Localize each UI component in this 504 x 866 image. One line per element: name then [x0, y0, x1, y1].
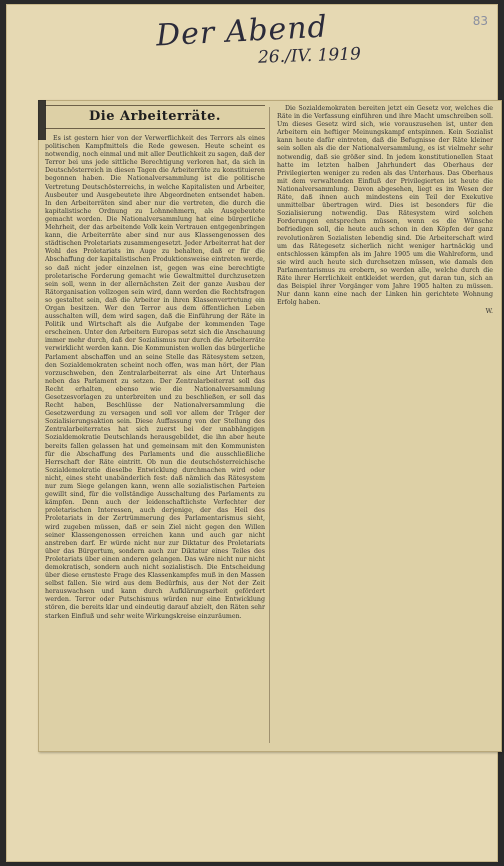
column-divider: [269, 107, 270, 743]
archive-number: 83: [472, 14, 488, 28]
newspaper-clipping: [38, 100, 502, 752]
article-signature: W.: [485, 308, 493, 316]
clip-mark: [38, 100, 46, 140]
handwritten-date: 26./IV. 1919: [257, 44, 362, 68]
article-right-text: Die Sozialdemokraten bereiten jetzt ein Gesetz vor, welches die Räte in die Verfassung einführen und ihre Macht umschreiben soll. Um dieses Gesetz wird sich, wie vorauszusehen ist, unter den Arbeitern ein heftiger Meinungskampf entspinnen. Kein Sozialist kann heute dafür eintreten, daß die Befugnisse der Räte kleiner sein sollen als die der Nationalversammlung, es ist vielmehr sehr notwendig, daß sie größer sind. In jedem konstitutionellen Staat hatte im letzten halben Jahrhundert das Oberhaus der Privilegierten weniger zu reden als das Unterhaus. Das Oberhaus mit dem verwaltenden Einfluß der Privilegierten ist heute die Nationalversammlung. Davon abgesehen, liegt es im Wesen der Räte, daß ihnen auch mindestens ein Teil der Exekutive unmittelbar übertragen wird. Dies ist besonders für die Sozialisierung notwendig. Das Rätesystem wird solchen Forderungen entsprechen müssen, wenn es die Wünsche befriedigen soll, die heute auch schon in den Köpfen der ganz revolutionären Sozialisten lebendig sind. Die Arbeiterschaft wird um das Rätegesetz sicherlich nicht weniger hartnäckig und entschlossen kämpfen als im Jahre 1905 um die Wahlreform, und sie wird auch heute sich durchsetzen müssen, wie damals den Parlamentarismus zu erobern, so werden alle, welche durch die Räte ihrer Herrlichkeit entkleidet werden, gut daran tun, sich an das Beispiel ihrer Vorgänger vom Jahre 1905 halten zu müssen. Nur dann kann eine nach der Linken hin gerichtete Wohnung Erfolg haben.: [277, 105, 493, 307]
article-title: Die Arbeiterräte.: [45, 105, 265, 129]
article-left-text: Es ist gestern hier von der Verwerflichkeit des Terrors als eines politischen Kampfmittels die Rede gewesen. Heute scheint es notwendig, noch einmal und mit aller Deutlichkeit zu sagen, daß der Terror bei uns jede sittliche Berechtigung verloren hat, da sich in Deutschösterreich in diesen Tagen die Arbeiterräte zu konstituieren begonnen haben. Die Nationalversammlung ist die politische Vertretung Deutschösterreichs, in welche Kapitalisten und Arbeiter, Ausbeuter und Ausgebeutete ihre Abgeordneten entsendet haben. In den Arbeiterräten sind aber nur die vertreten, die durch die kapitalistische Ordnung zu Lohnnehmern, als Ausgebeutete gemacht worden. Die Nationalversammlung hat eine bürgerliche Mehrheit, der das arbeitende Volk kein Vertrauen entgegenbringen kann, die Arbeiterräte aber sind nur aus Klassengenossen des städtischen Proletariats zusammengesetzt. Jeder Arbeiterrat hat der Wohl des Proletariats im Auge zu behalten, daß er für die Abschaffung der kapitalistischen Produktionsweise eintreten werde, so daß nicht jeder einzelnen ist, gegen was eine berechtigte proletarische Forderung gemacht wie Gewaltmittel durchzusetzen sein soll, wenn in der allernächsten Zeit der ganze Ausbau der Rätorganisation vollzogen sein wird, dann werden die Rechtsfragen so gestaltet sein, daß die Arbeiter in ihren Klassenvertretung ein Organ besitzen. Wer den Terror aus dem öffentlichen Leben ausschalten will, dem wird sagen, daß die Einführung der Räte in Politik und Wirtschaft als die Aufgabe der kommenden Tage erscheinen. Unter den Arbeitern Europas setzt sich die Anschauung immer mehr durch, daß der Sozialismus nur durch die Arbeiterräte verwirklicht werden kann. Die Kommunisten wollen das bürgerliche Parlament abschaffen und an seine Stelle das Rätesystem setzen, den Sozialdemokraten scheint noch offen, was man hört, der Plan vorzuschweben, den Zentralarbeiterrat als eine Art Unterhaus neben das Parlament zu setzen. Der Zentralarbeiterrat soll das Recht erhalten, ebenso wie die Nationalversammlung Gesetzesvorlagen zu unterbreiten und zu beschließen, er soll das Recht haben, Beschlüsse der Nationalversammlung die Gesetzwerdung zu versagen und soll vor allem der Träger der Sozialisierungsaktion sein. Diese Auffassung von der Stellung des Zentralarbeiterrates hat sich zuerst bei der unabhängigen Sozialdemokratie Deutschlands herausgebildet, die ihn aber heute bereits fallen gelassen hat und gemeinsam mit den Kommunisten für die Abschaffung des Parlaments und die ausschließliche Herrschaft der Räte eintritt. Ob nun die deutschösterreichische Sozialdemokratie dieselbe Entwicklung durchmachen wird oder nicht, eines steht unabänderlich fest: daß nämlich das Rätesystem nur zum Siege gelangen kann, wenn alle sozialistischen Parteien gewillt sind, für die vollständige Ausschaltung des Parlaments zu kämpfen. Denn auch der leidenschaftlichste Verfechter der proletarischen Interessen, auch derjenige, der das Heil des Proletariats in der Zertrümmerung des Parlamentarismus sieht, wird zugeben müssen, daß er sein Ziel nicht gegen den Willen seiner Klassengenossen erreichen kann und auch gar nicht anstreben darf. Er würde nicht nur zur Diktatur des Proletariats über das Bürgertum, sondern auch zur Diktatur eines Teiles des Proletariats über einen anderen gelangen. Das wäre nicht nur nicht demokratisch, sondern auch nicht sozialistisch. Die Entscheidung über diese ernsteste Frage des Klassenkampfes muß in den Massen selbst fallen. Sie wird aus dem Bedürfnis, aus der Not der Zeit herauswachsen und kann durch Aufklärungsarbeit gefördert werden. Terror oder Putschismus würden nur eine Entwicklung stören, die bereits klar und eindeutig darauf abzielt, den Räten sehr starken Einfluß und sehr weite Wirkungskreise einzuräumen.: [45, 135, 265, 620]
article-right-column: [277, 105, 493, 405]
newspaper-title: Der Abend: [155, 9, 329, 54]
article-left-column: [45, 105, 265, 745]
